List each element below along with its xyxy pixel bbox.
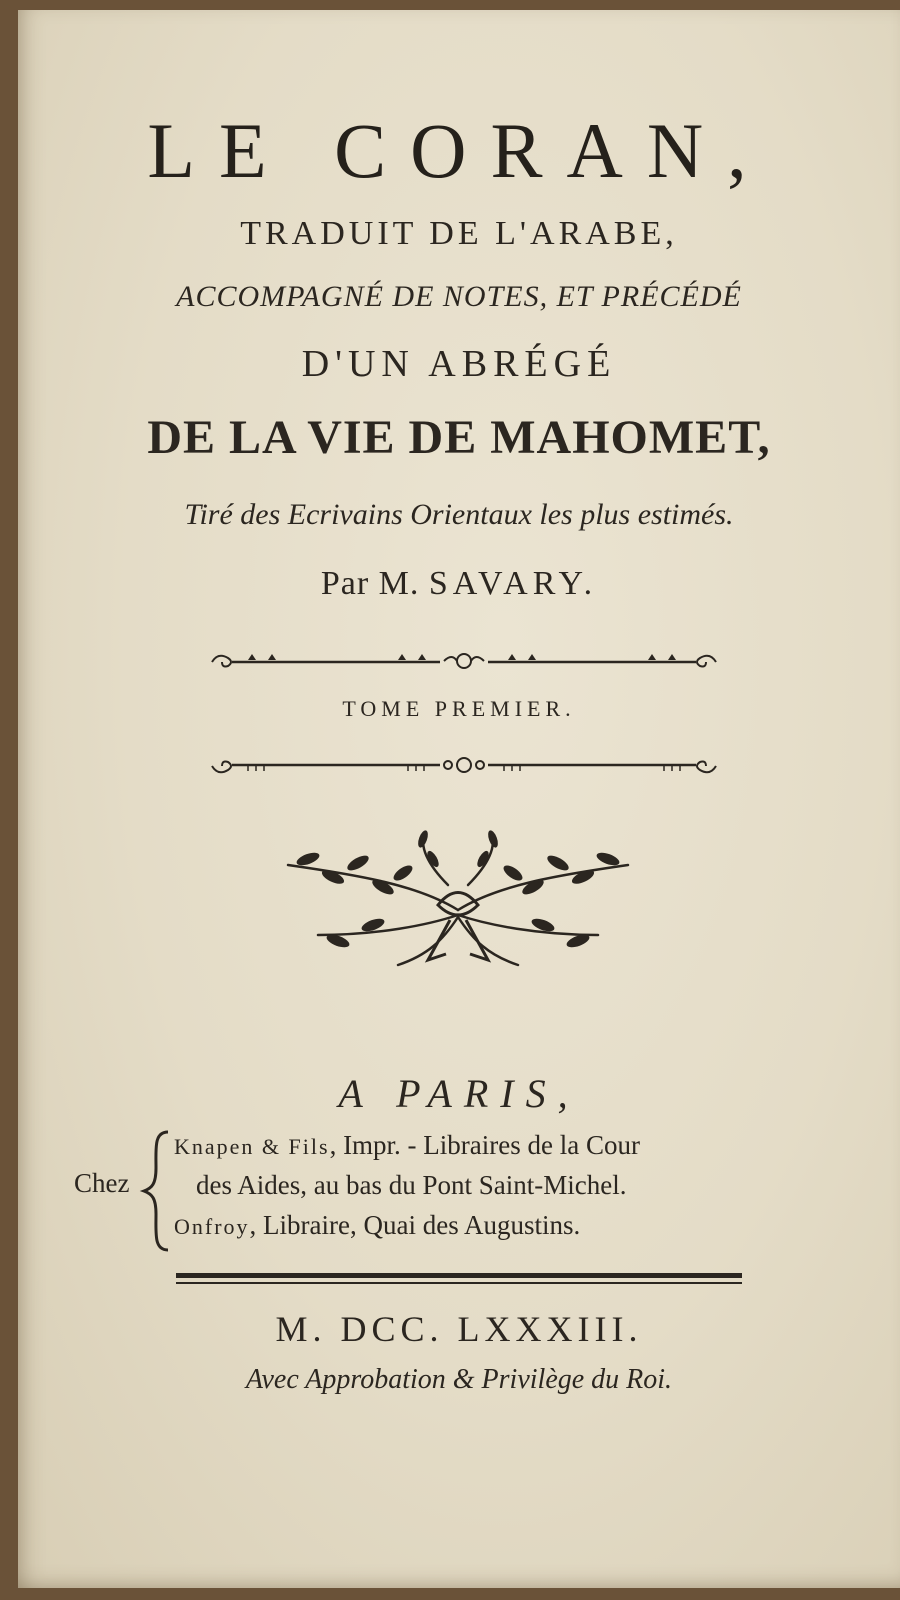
imprint-line-3 xyxy=(174,1210,580,1241)
bookseller-details: , Libraire, Quai des Augustins. xyxy=(249,1210,581,1240)
brace-icon xyxy=(138,1128,174,1254)
laurel-vignette-icon xyxy=(278,825,638,975)
publication-date: M. DCC. LXXXIII. xyxy=(275,1309,643,1349)
imprint-line-1 xyxy=(174,1130,640,1161)
chez-label: Chez xyxy=(74,1168,130,1198)
volume-label: TOME PREMIER. xyxy=(342,696,576,721)
subtitle-abridged: D'UN ABRÉGÉ xyxy=(301,343,617,385)
fleuron-rule-bottom-icon xyxy=(208,750,720,780)
privilege-line: Avec Approbation & Privilège du Roi. xyxy=(245,1364,673,1395)
place-of-publication: A PARIS, xyxy=(338,1071,580,1116)
subtitle-notes: ACCOMPAGNÉ DE NOTES, ET PRÉCÉDÉ xyxy=(176,280,742,313)
double-rule-icon xyxy=(176,1272,742,1288)
subtitle-sources: Tiré des Ecrivains Orientaux les plus estimés. xyxy=(184,498,734,531)
title-page xyxy=(18,10,900,1588)
subtitle-translated: TRADUIT DE L'ARABE, xyxy=(240,215,678,252)
printer-name: Knapen & Fils xyxy=(174,1134,330,1159)
subtitle-life: DE LA VIE DE MAHOMET, xyxy=(147,411,771,464)
book-title: LE CORAN, xyxy=(147,107,771,194)
fleuron-rule-top-icon xyxy=(208,646,720,676)
imprint-line-2: des Aides, au bas du Pont Saint-Michel. xyxy=(196,1170,627,1200)
author-line xyxy=(18,565,900,603)
author-prefix: Par M. xyxy=(320,565,420,602)
printer-details: , Impr. - Libraires de la Cour xyxy=(329,1130,640,1160)
author-name: SAVARY. xyxy=(428,565,598,602)
bookseller-name: Onfroy xyxy=(174,1214,250,1239)
